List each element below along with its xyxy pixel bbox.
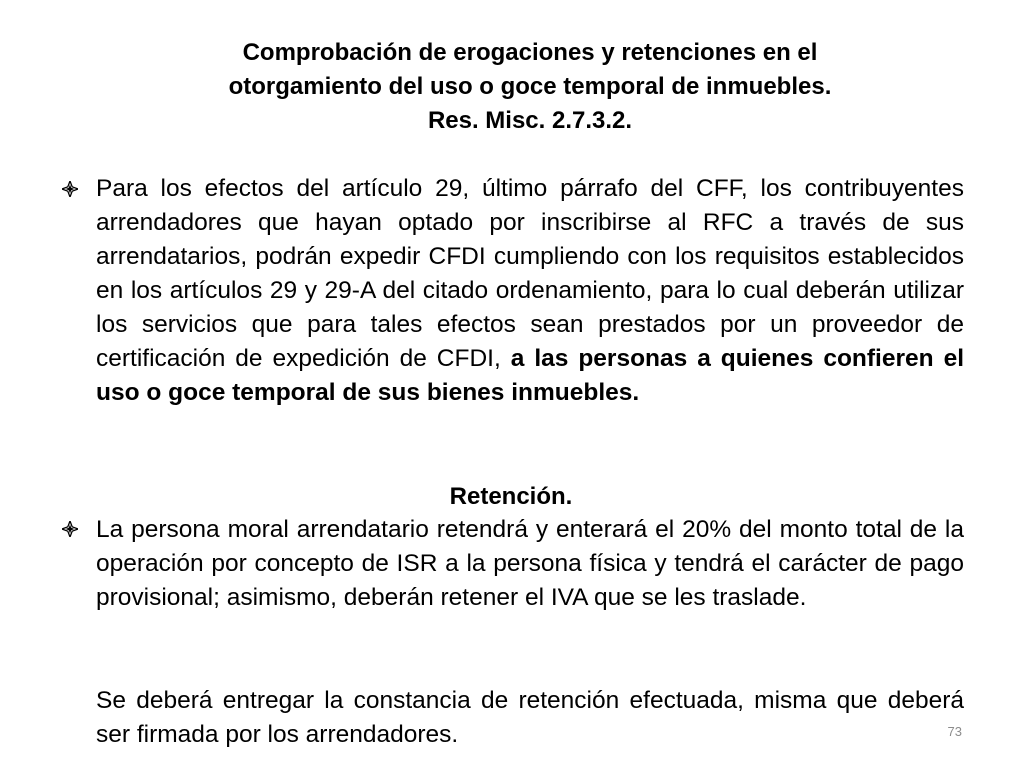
paragraph-3-text: Se deberá entregar la constancia de retención efectuada, misma que deberá ser firmada por los arrendadores. bbox=[96, 687, 964, 748]
paragraph-1-text: Para los efectos del artículo 29, último párrafo del CFF, los contribuyentes arrendadores que hayan optado por inscribirse al RFC a través de sus arrendatarios, podrán expedir CFDI cumpliendo con los requisitos establecidos en los artículos 29 y 29-A del citado ordenamiento, para lo cual deberán utilizar los servicios que para tales efectos sean prestados por un proveedor de certificación de expedición de CFDI, bbox=[96, 175, 964, 372]
retention-heading: Retención. bbox=[449, 483, 573, 510]
title-line-1: Comprobación de erogaciones y retenciones en el bbox=[242, 39, 818, 66]
paragraph-2-text: La persona moral arrendatario retendrá y enterará el 20% del monto total de la operación por concepto de ISR a la persona física y tendrá el carácter de pago provisional; asimismo, deberán retener el IVA que se les traslade. bbox=[96, 516, 964, 611]
title-line-3: Res. Misc. 2.7.3.2. bbox=[427, 107, 633, 134]
diamond-bullet-icon bbox=[62, 181, 78, 197]
paragraph-article-29 bbox=[96, 172, 964, 410]
title-line-2: otorgamiento del uso o goce temporal de inmuebles. bbox=[228, 73, 832, 100]
paragraph-retention bbox=[96, 513, 964, 615]
paragraph-constancia bbox=[96, 684, 964, 752]
diamond-bullet-icon bbox=[62, 521, 78, 537]
page-number: 73 bbox=[947, 724, 962, 739]
slide-title bbox=[130, 36, 930, 138]
paragraph-1-bold-text: a las personas a quienes confieren el uso o goce temporal de sus bienes inmuebles. bbox=[96, 345, 965, 406]
